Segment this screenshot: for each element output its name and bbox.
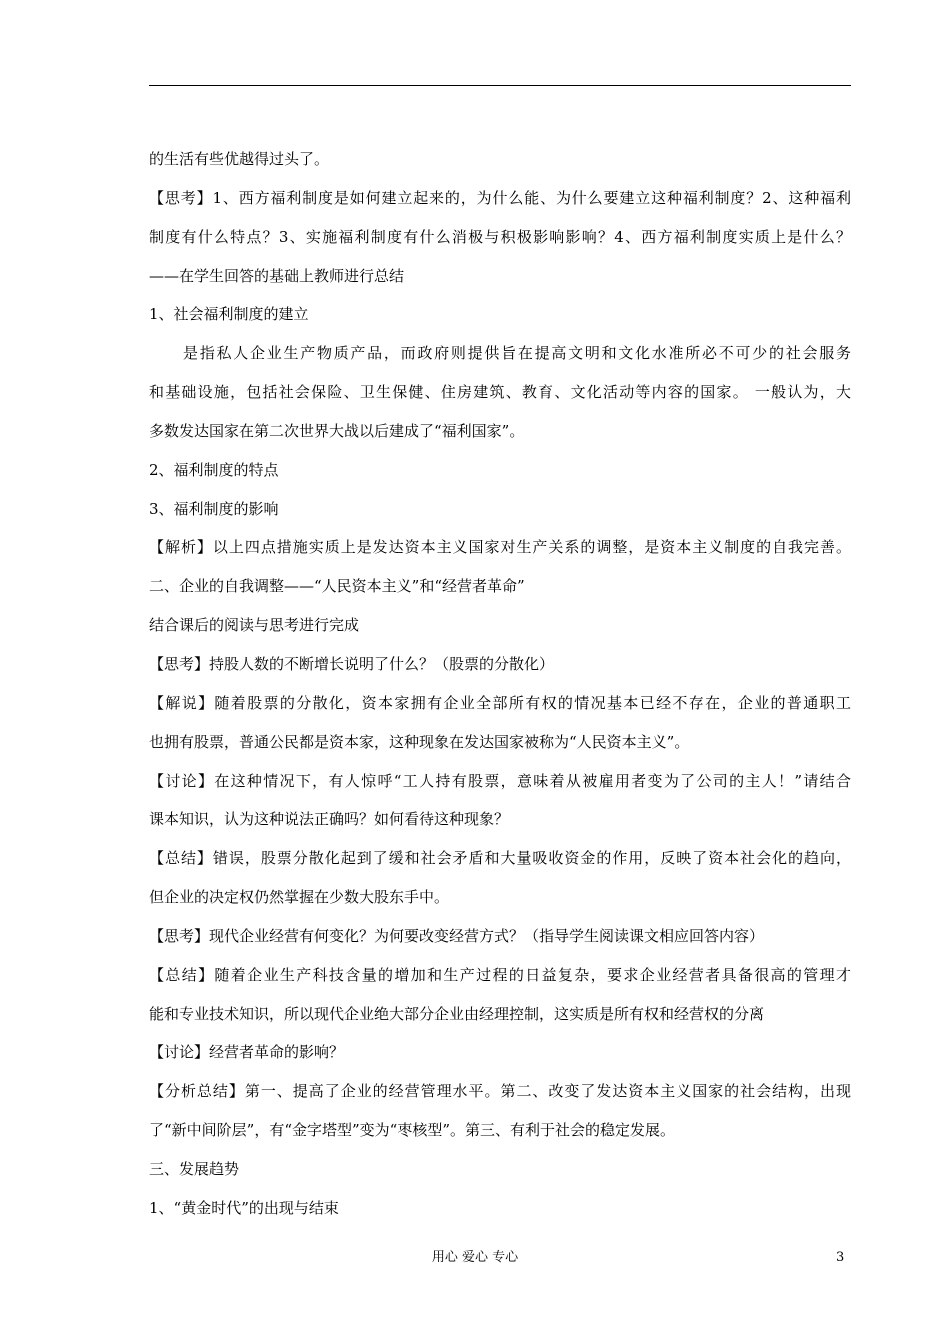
section-heading: 3、福利制度的影响 (149, 499, 279, 518)
body-line: ——在学生回答的基础上教师进行总结 (149, 266, 405, 285)
body-line: 【分析总结】第一、提高了企业的经营管理水平。第二、改变了发达资本主义国家的社会结构，出现 (149, 1082, 851, 1101)
body-line: 多数发达国家在第二次世界大战以后建成了“福利国家”。 (149, 421, 525, 440)
section-heading: 二、企业的自我调整——“人民资本主义”和“经营者革命” (149, 577, 525, 596)
body-line: 结合课后的阅读与思考进行完成 (149, 616, 360, 635)
body-line: 【解说】随着股票的分散化，资本家拥有企业全部所有权的情况基本已经不存在，企业的普通职工 (149, 693, 851, 712)
body-line: 课本知识，认为这种说法正确吗？如何看待这种现象？ (149, 810, 510, 829)
body-line: 能和专业技术知识，所以现代企业绝大部分企业由经理控制，这实质是所有权和经营权的分离 (149, 1004, 765, 1023)
body-line: 【思考】现代企业经营有何变化？为何要改变经营方式？（指导学生阅读课文相应回答内容） (149, 926, 765, 945)
body-line: 了“新中间阶层”，有“金字塔型”变为“枣核型”。第三、有利于社会的稳定发展。 (149, 1121, 676, 1140)
body-line: 是指私人企业生产物质产品，而政府则提供旨在提高文明和文化水准所必不可少的社会服务 (183, 344, 851, 363)
body-line: 【讨论】经营者革命的影响？ (149, 1043, 345, 1062)
body-line: 但企业的决定权仍然掌握在少数大股东手中。 (149, 888, 450, 907)
body-line: 【总结】随着企业生产科技含量的增加和生产过程的日益复杂，要求企业经营者具备很高的管理才 (149, 965, 851, 984)
body-line: 【解析】以上四点措施实质上是发达资本主义国家对生产关系的调整，是资本主义制度的自我完善。 (149, 538, 851, 557)
body-line: 的生活有些优越得过头了。 (149, 150, 330, 168)
body-line: 和基础设施，包括社会保险、卫生保健、住房建筑、教育、文化活动等内容的国家。 一般认为，大 (149, 383, 851, 402)
footer-text: 用心 爱心 专心 (431, 1250, 519, 1265)
document-body (149, 140, 851, 1228)
header-rule (149, 85, 851, 86)
body-line: 【思考】1、西方福利制度是如何建立起来的，为什么能、为什么要建立这种福利制度？2、这种福利 (149, 188, 851, 207)
body-line: 制度有什么特点？3、实施福利制度有什么消极与积极影响影响？4、西方福利制度实质上是什么？ (149, 227, 851, 246)
body-line: 【讨论】在这种情况下，有人惊呼“工人持有股票，意味着从被雇用者变为了公司的主人！”请结合 (149, 771, 851, 790)
body-line: 也拥有股票，普通公民都是资本家，这种现象在发达国家被称为“人民资本主义”。 (149, 732, 690, 751)
body-line: 【总结】错误，股票分散化起到了缓和社会矛盾和大量吸收资金的作用，反映了资本社会化的趋向， (149, 849, 851, 868)
section-heading: 1、社会福利制度的建立 (149, 305, 309, 324)
section-heading: 三、发展趋势 (149, 1159, 240, 1178)
page-number: 3 (836, 1250, 845, 1265)
body-line: 【思考】持股人数的不断增长说明了什么？（股票的分散化） (149, 654, 555, 673)
section-heading: 1、“黄金时代”的出现与结束 (149, 1198, 339, 1217)
section-heading: 2、福利制度的特点 (149, 460, 279, 479)
